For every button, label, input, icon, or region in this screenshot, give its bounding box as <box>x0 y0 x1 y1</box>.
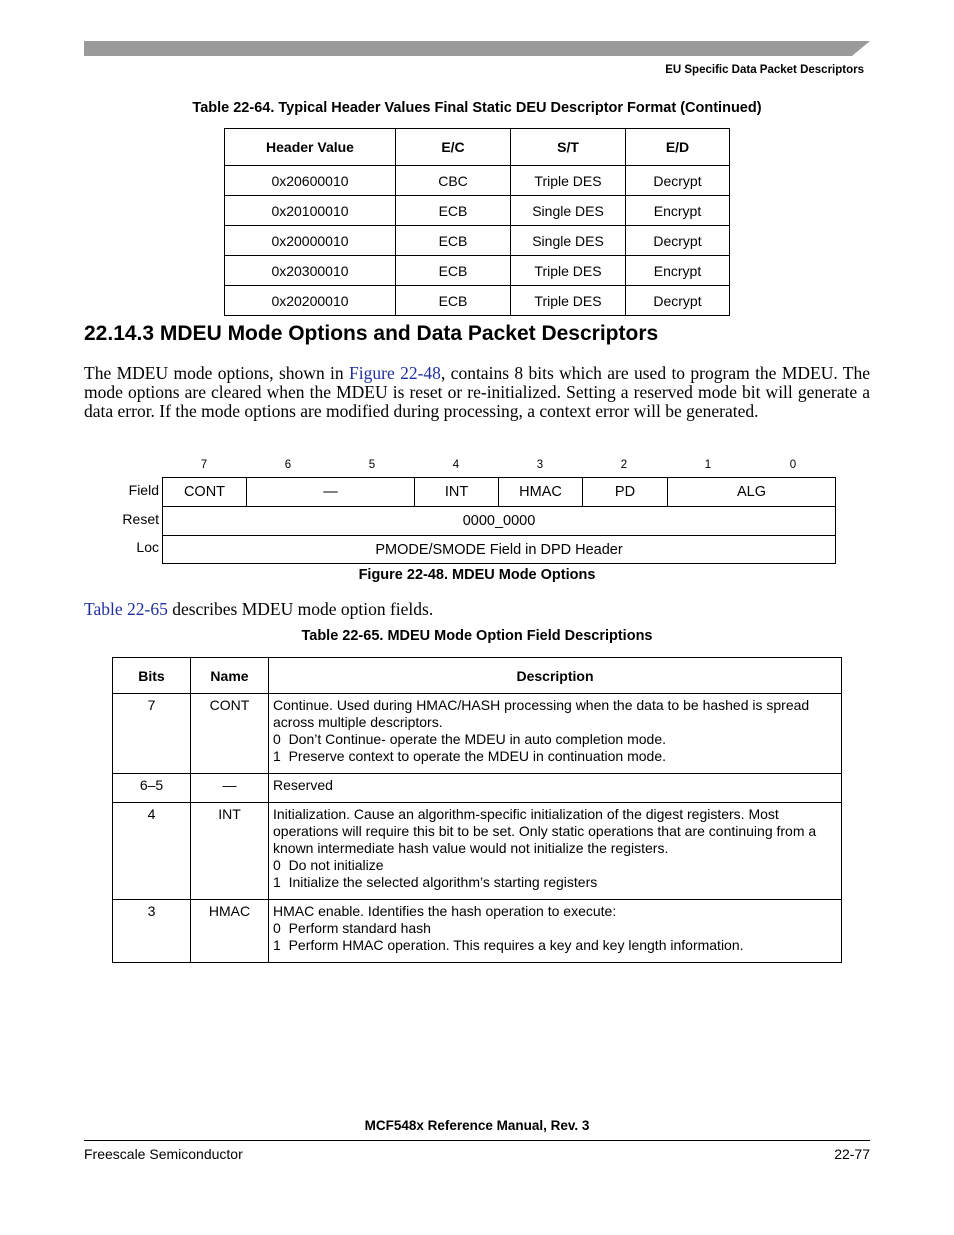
bits-cell: 7 <box>113 694 191 774</box>
column-header: E/D <box>626 129 730 166</box>
description-line: 1 Initialize the selected algorithm’s starting registers <box>273 874 598 890</box>
figure-22-48-link[interactable]: Figure 22-48 <box>349 363 441 383</box>
reset-value: 0000_0000 <box>162 506 836 536</box>
name-cell: HMAC <box>191 900 269 963</box>
footer-divider <box>84 1140 870 1141</box>
column-header: S/T <box>511 129 626 166</box>
table-row <box>113 774 842 803</box>
column-header: Header Value <box>225 129 396 166</box>
column-header: Description <box>269 658 842 694</box>
table-cell: ECB <box>396 226 511 256</box>
field-hmac: HMAC <box>498 477 583 507</box>
bits-cell: 4 <box>113 803 191 900</box>
table-row <box>113 803 842 900</box>
description-cell <box>269 900 842 963</box>
table-cell: Triple DES <box>511 166 626 196</box>
description-cell <box>269 774 842 803</box>
table-row <box>225 256 730 286</box>
description-line: 0 Don’t Continue- operate the MDEU in auto completion mode. <box>273 731 666 747</box>
table-cell: 0x20200010 <box>225 286 396 316</box>
table-cell: Decrypt <box>626 226 730 256</box>
table-row <box>113 900 842 963</box>
page-number: 22-77 <box>834 1146 870 1162</box>
table-cell: Triple DES <box>511 256 626 286</box>
table-22-65-link[interactable]: Table 22-65 <box>84 599 168 619</box>
bit-number: 5 <box>368 459 376 471</box>
bit-number: 6 <box>284 459 292 471</box>
table-cell: Triple DES <box>511 286 626 316</box>
name-cell: CONT <box>191 694 269 774</box>
table-cell: ECB <box>396 196 511 226</box>
bit-number: 3 <box>536 459 544 471</box>
table-ref-paragraph <box>84 600 870 619</box>
description-line: Reserved <box>273 777 333 793</box>
name-cell: INT <box>191 803 269 900</box>
field-int: INT <box>414 477 499 507</box>
bit-number: 4 <box>452 459 460 471</box>
column-header: Bits <box>113 658 191 694</box>
table-cell: 0x20300010 <box>225 256 396 286</box>
table-row <box>225 286 730 316</box>
running-head: EU Specific Data Packet Descriptors <box>665 64 864 76</box>
bit-number: 7 <box>200 459 208 471</box>
table-65-caption: Table 22-65. MDEU Mode Option Field Descriptions <box>301 628 653 644</box>
field-pd: PD <box>582 477 668 507</box>
field-alg: ALG <box>667 477 836 507</box>
section-heading: 22.14.3 MDEU Mode Options and Data Packet Descriptors <box>84 322 659 345</box>
column-header: E/C <box>396 129 511 166</box>
field-reserved: — <box>246 477 415 507</box>
table-cell: Single DES <box>511 196 626 226</box>
description-line: Initialization. Cause an algorithm-specific initialization of the digest registers. Most operations will require this bit to be set. Only static operations that are continuing from a known intermediate hash value would not initialize the registers. <box>273 806 817 856</box>
table-cell: 0x20100010 <box>225 196 396 226</box>
description-line: 0 Perform standard hash <box>273 920 431 936</box>
table-64 <box>224 128 730 316</box>
description-line: 0 Do not initialize <box>273 857 384 873</box>
table-header-row <box>113 658 842 694</box>
company-name: Freescale Semiconductor <box>84 1146 243 1162</box>
table-64-caption: Table 22-64. Typical Header Values Final Static DEU Descriptor Format (Continued) <box>192 100 762 116</box>
table-header-row <box>225 129 730 166</box>
table-cell: 0x20600010 <box>225 166 396 196</box>
table-cell: 0x20000010 <box>225 226 396 256</box>
description-line: HMAC enable. Identifies the hash operation to execute: <box>273 903 617 919</box>
ref-text: describes MDEU mode option fields. <box>167 599 434 619</box>
manual-title: MCF548x Reference Manual, Rev. 3 <box>364 1118 590 1133</box>
column-header: Name <box>191 658 269 694</box>
table-65 <box>112 657 842 963</box>
intro-paragraph <box>84 364 870 421</box>
bit-number: 1 <box>704 459 712 471</box>
bits-cell: 3 <box>113 900 191 963</box>
intro-text-start: The MDEU mode options, shown in <box>84 363 350 383</box>
loc-value: PMODE/SMODE Field in DPD Header <box>162 535 836 564</box>
table-cell: Single DES <box>511 226 626 256</box>
intro-text-end: , contains 8 bits which are used to program the MDEU. The mode options are cleared when the MDEU is reset or re-initialized. Setting a reserved mode bit will generate a data error. If the mode options are modified during processing, a context error will be generated. <box>84 363 870 421</box>
loc-row-label: Loc <box>136 539 159 555</box>
bit-number: 0 <box>789 459 797 471</box>
table-cell: Encrypt <box>626 256 730 286</box>
table-cell: Encrypt <box>626 196 730 226</box>
description-cell <box>269 694 842 774</box>
field-row-label: Field <box>128 482 159 498</box>
description-cell <box>269 803 842 900</box>
table-row <box>113 694 842 774</box>
bit-number: 2 <box>620 459 628 471</box>
reset-row-label: Reset <box>122 511 159 527</box>
table-row <box>225 166 730 196</box>
table-row <box>225 196 730 226</box>
table-cell: CBC <box>396 166 511 196</box>
description-line: Continue. Used during HMAC/HASH processing when the data to be hashed is spread across multiple descriptors. <box>273 697 810 730</box>
table-cell: ECB <box>396 256 511 286</box>
field-cont: CONT <box>162 477 247 507</box>
table-row <box>225 226 730 256</box>
description-line: 1 Preserve context to operate the MDEU in continuation mode. <box>273 748 666 764</box>
table-cell: ECB <box>396 286 511 316</box>
description-line: 1 Perform HMAC operation. This requires a key and key length information. <box>273 937 744 953</box>
table-cell: Decrypt <box>626 166 730 196</box>
table-cell: Decrypt <box>626 286 730 316</box>
bits-cell: 6–5 <box>113 774 191 803</box>
name-cell: — <box>191 774 269 803</box>
header-bar <box>84 41 870 56</box>
figure-22-48-caption: Figure 22-48. MDEU Mode Options <box>358 567 596 583</box>
